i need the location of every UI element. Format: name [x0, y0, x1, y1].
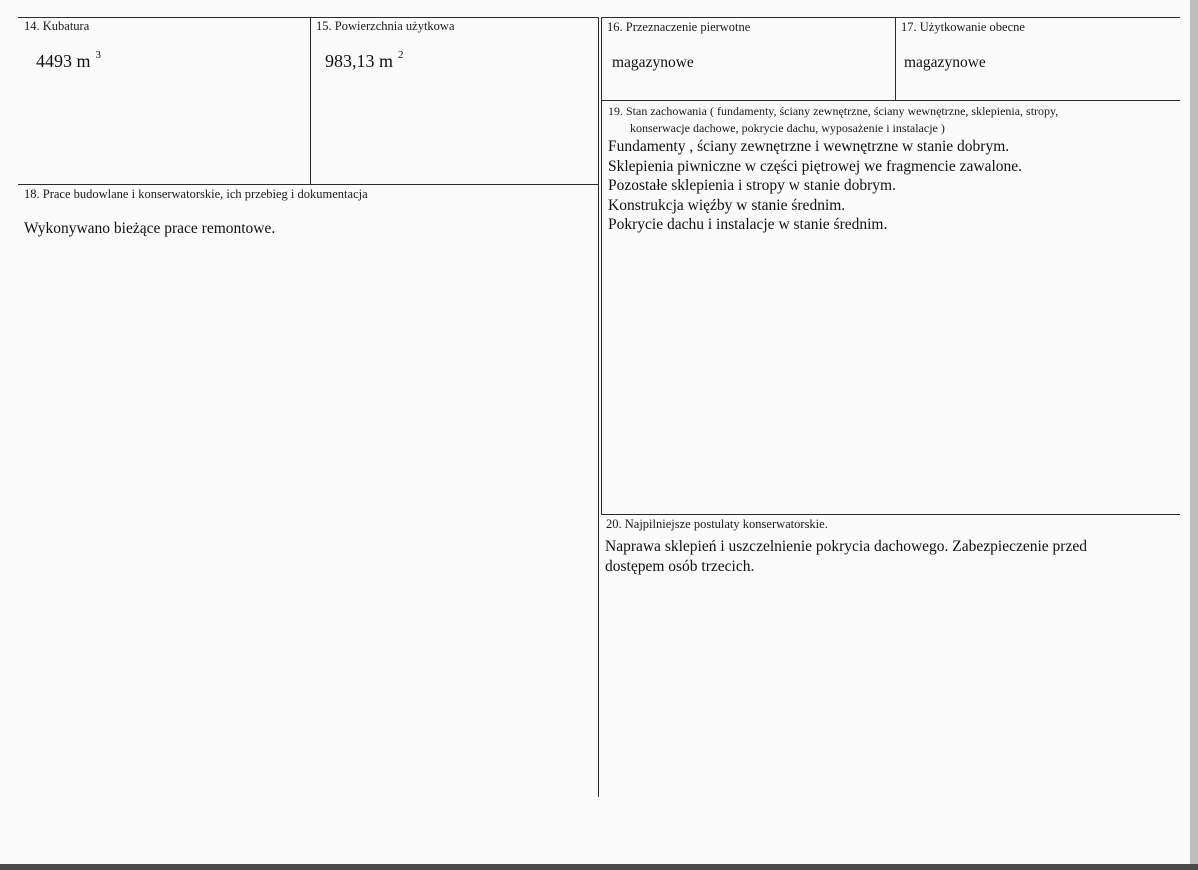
field-19-line: Pozostałe sklepienia i stropy w stanie dobrym. — [608, 177, 896, 194]
field-14-label: 14. Kubatura — [24, 19, 90, 33]
field-14-value — [36, 51, 101, 72]
field-17-value: magazynowe — [904, 54, 986, 71]
field-20-text — [605, 537, 1087, 576]
center-divider-right — [601, 17, 602, 514]
divider-19-20 — [601, 514, 1180, 515]
field-14-exponent: 3 — [95, 49, 102, 61]
divider-14-15 — [310, 17, 311, 184]
center-divider-left — [598, 17, 599, 797]
field-16-label: 16. Przeznaczenie pierwotne — [607, 20, 751, 34]
divider-16-17 — [895, 17, 896, 100]
field-18-text: Wykonywano bieżące prace remontowe. — [24, 220, 276, 237]
field-19-label-line2: konserwacje dachowe, pokrycie dachu, wyposażenie i instalacje ) — [630, 121, 945, 135]
field-14-number: 4493 m — [36, 51, 91, 71]
field-19-line: Konstrukcja więźby w stanie średnim. — [608, 196, 846, 214]
scan-edge-bottom — [0, 864, 1198, 870]
field-19-line: Sklepienia piwniczne w części piętrowej we fragmencie zawalone. — [608, 157, 1023, 175]
field-20-label: 20. Najpilniejsze postulaty konserwatorskie. — [606, 517, 828, 531]
field-17-label: 17. Użytkowanie obecne — [901, 20, 1025, 34]
field-15-value — [325, 51, 404, 72]
field-19-text — [608, 137, 1022, 235]
field-15-number: 983,13 m — [325, 51, 394, 71]
divider-15-18 — [18, 184, 598, 185]
scan-edge-right — [1190, 0, 1198, 870]
field-19-label-line1: 19. Stan zachowania ( fundamenty, ściany zewnętrzne, ściany wewnętrzne, sklepienia, stropy, — [608, 104, 1059, 118]
field-15-exponent: 2 — [398, 49, 404, 61]
field-20-line: Naprawa sklepień i uszczelnienie pokrycia dachowego. Zabezpieczenie przed — [605, 538, 1087, 555]
top-border-left — [18, 17, 598, 18]
field-19-line: Fundamenty , ściany zewnętrzne i wewnętrzne w stanie dobrym. — [608, 138, 1010, 155]
field-19-line: Pokrycie dachu i instalacje w stanie średnim. — [608, 216, 888, 233]
field-15-label: 15. Powierzchnia użytkowa — [316, 19, 455, 33]
field-20-line: dostępem osób trzecich. — [605, 557, 755, 575]
field-16-value: magazynowe — [612, 54, 694, 71]
top-border-right — [602, 17, 1180, 18]
divider-16-19 — [602, 100, 1180, 101]
field-18-label: 18. Prace budowlane i konserwatorskie, ich przebieg i dokumentacja — [24, 187, 368, 201]
